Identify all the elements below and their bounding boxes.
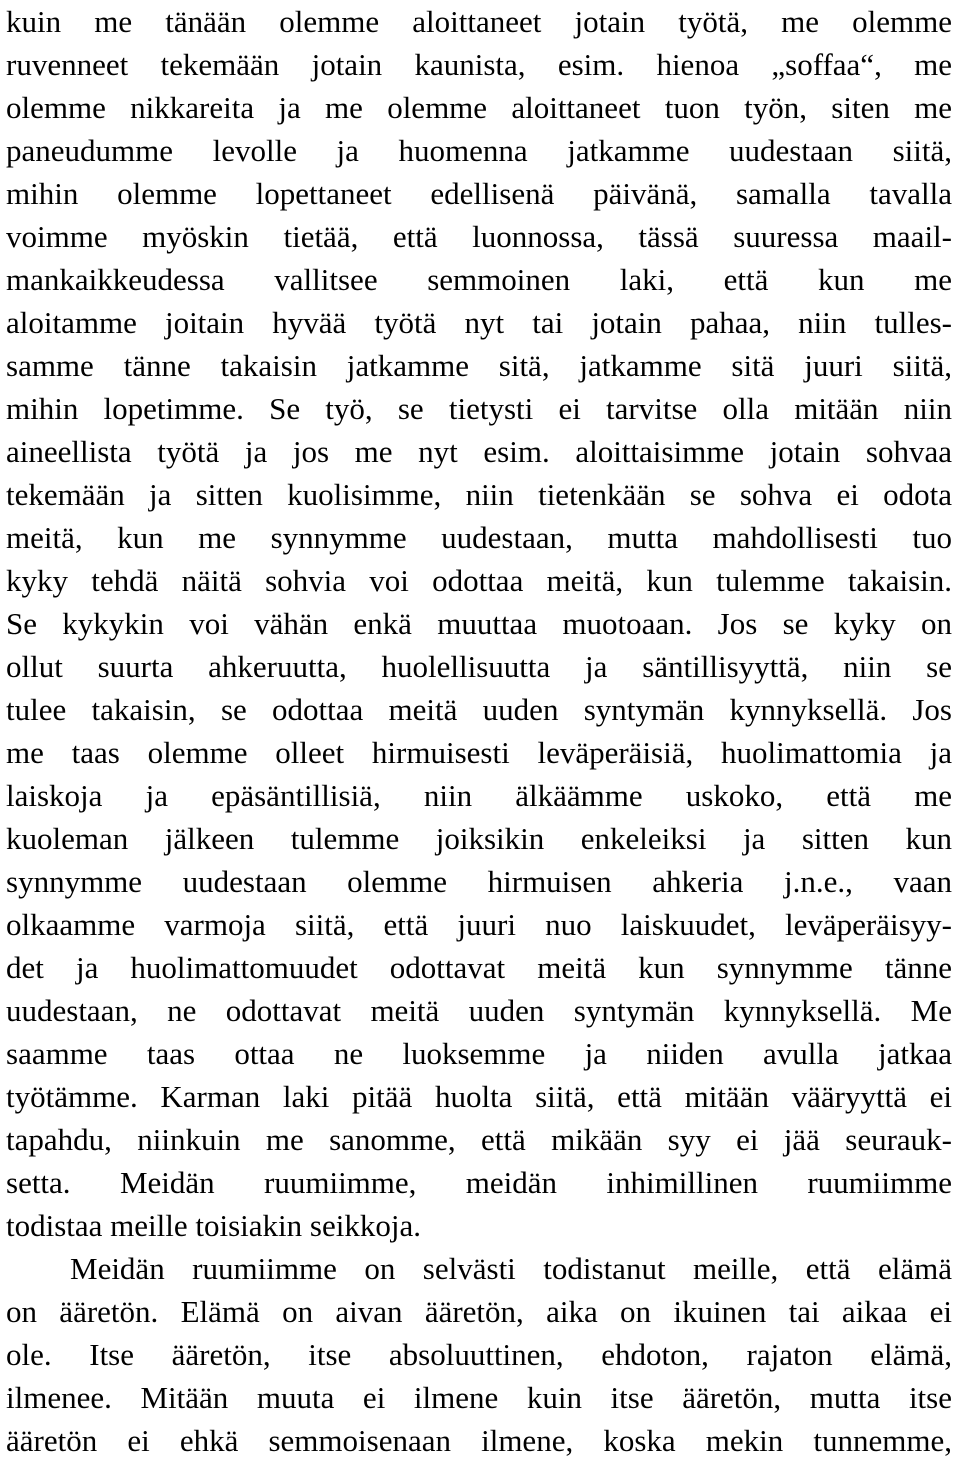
- text-line: ääretön ei ehkä semmoisenaan ilmene, koska mekin tunnemme,: [6, 1423, 952, 1458]
- text-line: Meidän ruumiimme on selvästi todistanut meille, että elämä: [70, 1251, 952, 1286]
- text-line: mankaikkeudessa vallitsee semmoinen laki, että kun me: [6, 262, 952, 297]
- text-line: tapahdu, niinkuin me sanomme, että mikään syy ei jää seurauk-: [6, 1122, 952, 1157]
- text-line: mihin lopetimme. Se työ, se tietysti ei tarvitse olla mitään niin: [6, 391, 952, 426]
- text-line: työtämme. Karman laki pitää huolta siitä, että mitään vääryyttä ei: [6, 1079, 952, 1114]
- text-line: kuin me tänään olemme aloittaneet jotain työtä, me olemme: [6, 4, 952, 39]
- text-line: kyky tehdä näitä sohvia voi odottaa meitä, kun tulemme takaisin.: [6, 563, 952, 598]
- text-line: meitä, kun me synnymme uudestaan, mutta mahdollisesti tuo: [6, 520, 952, 555]
- text-line: ilmenee. Mitään muuta ei ilmene kuin itse ääretön, mutta itse: [6, 1380, 952, 1415]
- text-line: aineellista työtä ja jos me nyt esim. aloittaisimme jotain sohvaa: [6, 434, 952, 469]
- text-line: synnymme uudestaan olemme hirmuisen ahkeria j.n.e., vaan: [6, 864, 952, 899]
- text-line: voimme myöskin tietää, että luonnossa, tässä suuressa maail-: [6, 219, 952, 254]
- paragraph-1: [6, 0, 952, 1247]
- text-line: olemme nikkareita ja me olemme aloittaneet tuon työn, siten me: [6, 90, 952, 125]
- text-line: ruvenneet tekemään jotain kaunista, esim. hienoa „soffaa“, me: [6, 47, 952, 82]
- text-line: ole. Itse ääretön, itse absoluuttinen, ehdoton, rajaton elämä,: [6, 1337, 952, 1372]
- text-line: tulee takaisin, se odottaa meitä uuden syntymän kynnyksellä. Jos: [6, 692, 952, 727]
- text-line: mihin olemme lopettaneet edellisenä päivänä, samalla tavalla: [6, 176, 952, 211]
- text-line: todistaa meille toisiakin seikkoja.: [6, 1208, 421, 1243]
- text-line: setta. Meidän ruumiimme, meidän inhimillinen ruumiimme: [6, 1165, 952, 1200]
- text-line: Se kykykin voi vähän enkä muuttaa muotoaan. Jos se kyky on: [6, 606, 952, 641]
- text-line: tekemään ja sitten kuolisimme, niin tietenkään se sohva ei odota: [6, 477, 952, 512]
- text-line: paneudumme levolle ja huomenna jatkamme uudestaan siitä,: [6, 133, 952, 168]
- text-line: laiskoja ja epäsäntillisiä, niin älkäämme uskoko, että me: [6, 778, 952, 813]
- text-line: uudestaan, ne odottavat meitä uuden syntymän kynnyksellä. Me: [6, 993, 952, 1028]
- text-line: samme tänne takaisin jatkamme sitä, jatkamme sitä juuri siitä,: [6, 348, 952, 383]
- text-line: saamme taas ottaa ne luoksemme ja niiden avulla jatkaa: [6, 1036, 952, 1071]
- text-line: det ja huolimattomuudet odottavat meitä kun synnymme tänne: [6, 950, 952, 985]
- text-line: olkaamme varmoja siitä, että juuri nuo laiskuudet, leväperäisyy-: [6, 907, 952, 942]
- text-line: on ääretön. Elämä on aivan ääretön, aika on ikuinen tai aikaa ei: [6, 1294, 952, 1329]
- text-line: me taas olemme olleet hirmuisesti leväperäisiä, huolimattomia ja: [6, 735, 952, 770]
- text-line: ollut suurta ahkeruutta, huolellisuutta ja säntillisyyttä, niin se: [6, 649, 952, 684]
- text-line: kuoleman jälkeen tulemme joiksikin enkeleiksi ja sitten kun: [6, 821, 952, 856]
- text-line: aloitamme joitain hyvää työtä nyt tai jotain pahaa, niin tulles-: [6, 305, 952, 340]
- paragraph-2: [6, 1247, 952, 1462]
